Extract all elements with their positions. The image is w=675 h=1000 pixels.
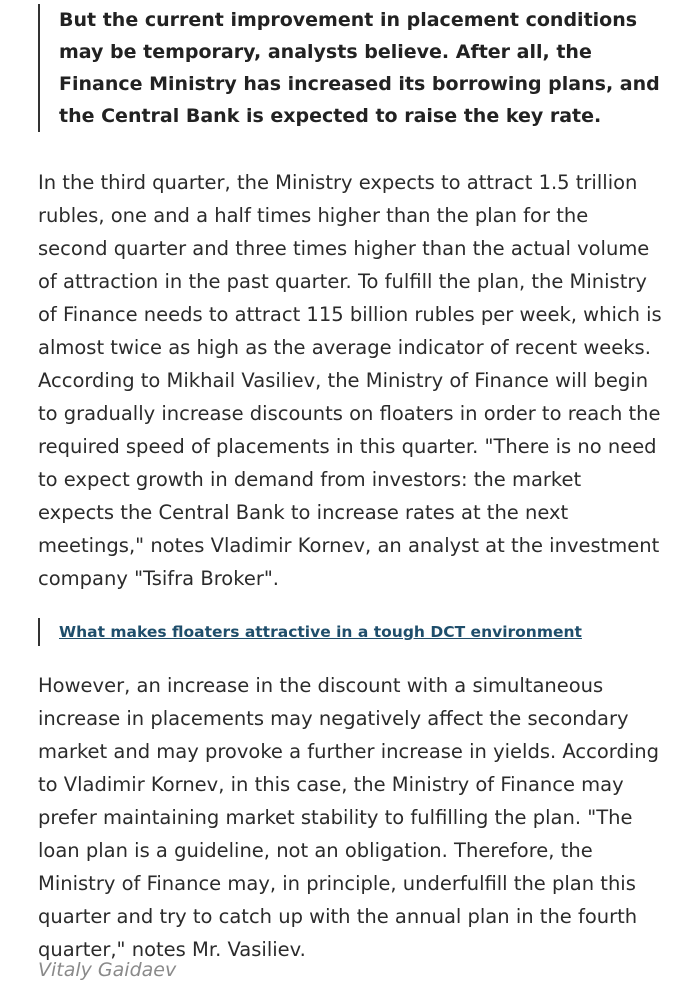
author-byline: Vitaly Gaidaev: [38, 959, 177, 981]
article-paragraph-1: In the third quarter, the Ministry expects to attract 1.5 trillion rubles, one and a half times higher than the plan for the second quarter and three times higher than the actual volume of attraction in the past quarter. To fulfill the plan, the Ministry of Finance needs to attract 115 billion rubles per week, which is almost twice as high as the average indicator of recent weeks. According to Mikhail Vasiliev, the Ministry of Finance will begin to gradually increase discounts on floaters in order to reach the required speed of placements in this quarter. "There is no need to expect growth in demand from investors: the market expects the Central Bank to increase rates at the next meetings," notes Vladimir Kornev, an analyst at the investment company "Tsifra Broker".: [38, 171, 662, 590]
related-article: [38, 618, 582, 646]
article-paragraph-2: However, an increase in the discount with a simultaneous increase in placements may negatively affect the secondary market and may provoke a further increase in yields. According to Vladimir Kornev, in this case, the Ministry of Finance may prefer maintaining market stability to fulfilling the plan. "The loan plan is a guideline, not an obligation. Therefore, the Ministry of Finance may, in principle, underfulfill the plan this quarter and try to catch up with the annual plan in the fourth quarter," notes Mr. Vasiliev.: [38, 674, 659, 961]
pull-quote: But the current improvement in placement conditions may be temporary, analysts believe. After all, the Finance Ministry has increased its borrowing plans, and the Central Bank is expected to raise the key rate.: [38, 4, 663, 132]
related-article-link[interactable]: What makes floaters attractive in a tough DCT environment: [59, 623, 582, 641]
